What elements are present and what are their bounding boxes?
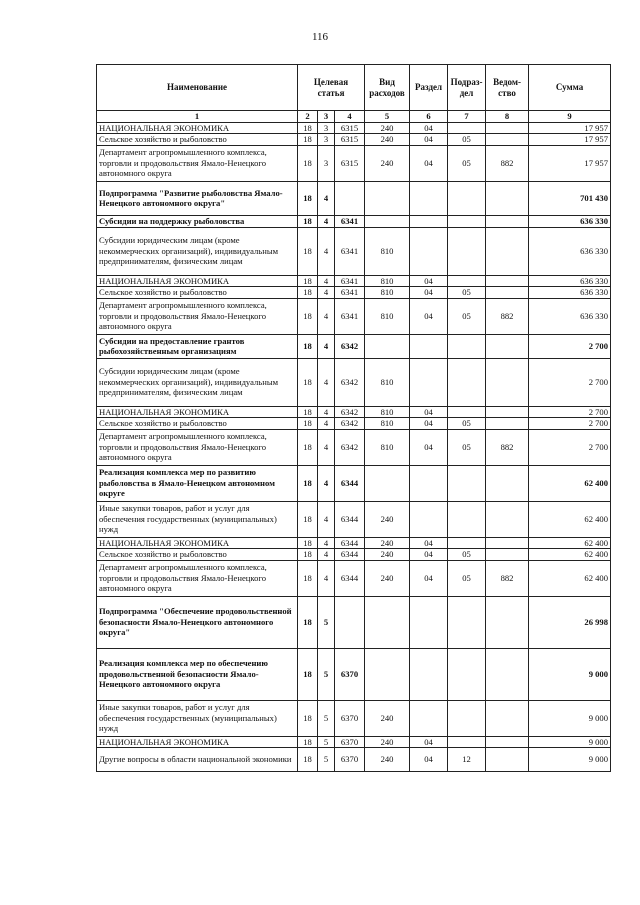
target-article-code: 6342 xyxy=(335,358,365,406)
row-name: Сельское хозяйство и рыболовство xyxy=(97,418,298,430)
sum: 9 000 xyxy=(529,700,611,736)
subsection: 05 xyxy=(448,298,486,334)
header-sum: Сумма xyxy=(529,65,611,111)
target-article-subprogram: 4 xyxy=(318,537,335,549)
table-row xyxy=(97,227,611,275)
row-name: Субсидии на предоставление грантов рыбохозяйственным организациям xyxy=(97,334,298,358)
target-article-code: 6370 xyxy=(335,700,365,736)
sum: 17 957 xyxy=(529,122,611,134)
target-article-code: 6341 xyxy=(335,298,365,334)
sum: 26 998 xyxy=(529,596,611,648)
target-article-subprogram: 5 xyxy=(318,648,335,700)
subsection xyxy=(448,700,486,736)
section xyxy=(410,227,448,275)
target-article-code: 6342 xyxy=(335,418,365,430)
sum: 62 400 xyxy=(529,560,611,596)
expense-type: 240 xyxy=(365,560,410,596)
subsection xyxy=(448,648,486,700)
expense-type: 810 xyxy=(365,406,410,418)
target-article-program: 18 xyxy=(298,465,318,501)
target-article-subprogram: 4 xyxy=(318,334,335,358)
expense-type: 810 xyxy=(365,298,410,334)
table-row xyxy=(97,700,611,736)
department-code xyxy=(486,700,529,736)
row-name: Сельское хозяйство и рыболовство xyxy=(97,134,298,146)
department-code xyxy=(486,501,529,537)
department-code xyxy=(486,334,529,358)
row-name: НАЦИОНАЛЬНАЯ ЭКОНОМИКА xyxy=(97,736,298,748)
expense-type: 810 xyxy=(365,227,410,275)
target-article-program: 18 xyxy=(298,406,318,418)
sum: 2 700 xyxy=(529,418,611,430)
row-name: Департамент агропромышленного комплекса, торговли и продовольствия Ямало-Ненецкого автономного округа xyxy=(97,560,298,596)
row-name: Иные закупки товаров, работ и услуг для обеспечения государственных (муниципальных) нужд xyxy=(97,700,298,736)
target-article-program: 18 xyxy=(298,501,318,537)
target-article-subprogram: 4 xyxy=(318,501,335,537)
row-name: Департамент агропромышленного комплекса, торговли и продовольствия Ямало-Ненецкого автономного округа xyxy=(97,298,298,334)
column-number: 7 xyxy=(448,111,486,123)
department-code xyxy=(486,122,529,134)
target-article-code: 6315 xyxy=(335,134,365,146)
subsection xyxy=(448,181,486,215)
subsection xyxy=(448,122,486,134)
sum: 62 400 xyxy=(529,549,611,561)
target-article-program: 18 xyxy=(298,358,318,406)
sum: 9 000 xyxy=(529,736,611,748)
target-article-code: 6342 xyxy=(335,334,365,358)
row-name: НАЦИОНАЛЬНАЯ ЭКОНОМИКА xyxy=(97,275,298,287)
expense-type: 240 xyxy=(365,501,410,537)
subsection xyxy=(448,736,486,748)
target-article-code: 6341 xyxy=(335,215,365,227)
section: 04 xyxy=(410,429,448,465)
department-code: 882 xyxy=(486,429,529,465)
department-code: 882 xyxy=(486,560,529,596)
subsection: 12 xyxy=(448,748,486,772)
expense-type xyxy=(365,215,410,227)
sum: 9 000 xyxy=(529,648,611,700)
subsection xyxy=(448,501,486,537)
sum: 62 400 xyxy=(529,537,611,549)
header-subsection: Подраз-дел xyxy=(448,65,486,111)
header-expense-type: Вид расходов xyxy=(365,65,410,111)
section xyxy=(410,465,448,501)
row-name: Реализация комплекса мер по развитию рыболовства в Ямало-Ненецком автономном округе xyxy=(97,465,298,501)
column-number: 4 xyxy=(335,111,365,123)
target-article-program: 18 xyxy=(298,748,318,772)
department-code: 882 xyxy=(486,145,529,181)
target-article-program: 18 xyxy=(298,560,318,596)
subsection: 05 xyxy=(448,429,486,465)
section: 04 xyxy=(410,560,448,596)
department-code xyxy=(486,596,529,648)
department-code xyxy=(486,275,529,287)
subsection: 05 xyxy=(448,418,486,430)
expense-type: 240 xyxy=(365,748,410,772)
target-article-code: 6344 xyxy=(335,560,365,596)
target-article-program: 18 xyxy=(298,418,318,430)
header-section: Раздел xyxy=(410,65,448,111)
target-article-subprogram: 4 xyxy=(318,358,335,406)
column-number: 1 xyxy=(97,111,298,123)
section: 04 xyxy=(410,145,448,181)
target-article-program: 18 xyxy=(298,596,318,648)
sum: 636 330 xyxy=(529,227,611,275)
expense-type: 810 xyxy=(365,418,410,430)
subsection xyxy=(448,334,486,358)
sum: 636 330 xyxy=(529,287,611,299)
target-article-subprogram: 3 xyxy=(318,145,335,181)
target-article-subprogram: 4 xyxy=(318,549,335,561)
table-row xyxy=(97,418,611,430)
column-number: 6 xyxy=(410,111,448,123)
target-article-program: 18 xyxy=(298,181,318,215)
target-article-subprogram: 4 xyxy=(318,181,335,215)
table-row xyxy=(97,537,611,549)
expense-type: 240 xyxy=(365,134,410,146)
row-name: Департамент агропромышленного комплекса, торговли и продовольствия Ямало-Ненецкого автономного округа xyxy=(97,145,298,181)
target-article-program: 18 xyxy=(298,145,318,181)
table-row xyxy=(97,596,611,648)
subsection: 05 xyxy=(448,287,486,299)
target-article-subprogram: 3 xyxy=(318,122,335,134)
target-article-subprogram: 4 xyxy=(318,298,335,334)
subsection xyxy=(448,227,486,275)
target-article-subprogram: 4 xyxy=(318,227,335,275)
row-name: НАЦИОНАЛЬНАЯ ЭКОНОМИКА xyxy=(97,537,298,549)
table-row xyxy=(97,215,611,227)
expense-type: 240 xyxy=(365,537,410,549)
target-article-subprogram: 5 xyxy=(318,748,335,772)
target-article-code: 6370 xyxy=(335,736,365,748)
sum: 636 330 xyxy=(529,215,611,227)
expense-type xyxy=(365,334,410,358)
department-code xyxy=(486,406,529,418)
section xyxy=(410,596,448,648)
table-row xyxy=(97,181,611,215)
sum: 2 700 xyxy=(529,358,611,406)
row-name: Субсидии на поддержку рыболовства xyxy=(97,215,298,227)
sum: 636 330 xyxy=(529,298,611,334)
header-name: Наименование xyxy=(97,65,298,111)
section xyxy=(410,700,448,736)
section xyxy=(410,501,448,537)
table-row xyxy=(97,406,611,418)
row-name: Реализация комплекса мер по обеспечению продовольственной безопасности Ямало-Ненецкого автономного округа xyxy=(97,648,298,700)
column-number: 2 xyxy=(298,111,318,123)
department-code xyxy=(486,418,529,430)
section: 04 xyxy=(410,134,448,146)
section: 04 xyxy=(410,122,448,134)
department-code xyxy=(486,465,529,501)
subsection: 05 xyxy=(448,549,486,561)
target-article-subprogram: 5 xyxy=(318,700,335,736)
expense-type: 240 xyxy=(365,145,410,181)
department-code xyxy=(486,748,529,772)
section: 04 xyxy=(410,418,448,430)
column-number: 3 xyxy=(318,111,335,123)
target-article-subprogram: 4 xyxy=(318,406,335,418)
section: 04 xyxy=(410,287,448,299)
target-article-code: 6341 xyxy=(335,275,365,287)
section: 04 xyxy=(410,406,448,418)
expense-type: 240 xyxy=(365,122,410,134)
department-code xyxy=(486,215,529,227)
target-article-subprogram: 3 xyxy=(318,134,335,146)
expense-type: 240 xyxy=(365,700,410,736)
section: 04 xyxy=(410,537,448,549)
table-row xyxy=(97,134,611,146)
target-article-code: 6344 xyxy=(335,501,365,537)
row-name: Другие вопросы в области национальной экономики xyxy=(97,748,298,772)
subsection xyxy=(448,537,486,549)
department-code xyxy=(486,648,529,700)
table-row xyxy=(97,358,611,406)
sum: 17 957 xyxy=(529,134,611,146)
department-code xyxy=(486,358,529,406)
column-number: 9 xyxy=(529,111,611,123)
target-article-program: 18 xyxy=(298,648,318,700)
target-article-subprogram: 4 xyxy=(318,275,335,287)
table-row xyxy=(97,648,611,700)
target-article-program: 18 xyxy=(298,429,318,465)
header-row xyxy=(97,65,611,111)
target-article-code: 6344 xyxy=(335,549,365,561)
target-article-subprogram: 5 xyxy=(318,736,335,748)
sum: 9 000 xyxy=(529,748,611,772)
target-article-code xyxy=(335,596,365,648)
table-row xyxy=(97,549,611,561)
target-article-program: 18 xyxy=(298,134,318,146)
row-name: НАЦИОНАЛЬНАЯ ЭКОНОМИКА xyxy=(97,122,298,134)
target-article-code: 6341 xyxy=(335,227,365,275)
department-code xyxy=(486,134,529,146)
department-code xyxy=(486,537,529,549)
subsection xyxy=(448,465,486,501)
table-row xyxy=(97,287,611,299)
sum: 2 700 xyxy=(529,334,611,358)
table-row xyxy=(97,465,611,501)
section: 04 xyxy=(410,275,448,287)
target-article-code xyxy=(335,181,365,215)
expense-type xyxy=(365,596,410,648)
target-article-code: 6342 xyxy=(335,406,365,418)
sum: 2 700 xyxy=(529,406,611,418)
subsection: 05 xyxy=(448,145,486,181)
subsection: 05 xyxy=(448,134,486,146)
target-article-code: 6341 xyxy=(335,287,365,299)
row-name: НАЦИОНАЛЬНАЯ ЭКОНОМИКА xyxy=(97,406,298,418)
department-code xyxy=(486,736,529,748)
table-row xyxy=(97,501,611,537)
header-department: Ведом-ство xyxy=(486,65,529,111)
target-article-program: 18 xyxy=(298,549,318,561)
sum: 2 700 xyxy=(529,429,611,465)
row-name: Подпрограмма "Развитие рыболовства Ямало-Ненецкого автономного округа" xyxy=(97,181,298,215)
target-article-code: 6342 xyxy=(335,429,365,465)
subsection: 05 xyxy=(448,560,486,596)
target-article-subprogram: 5 xyxy=(318,596,335,648)
target-article-program: 18 xyxy=(298,736,318,748)
section xyxy=(410,215,448,227)
expense-type: 810 xyxy=(365,275,410,287)
target-article-subprogram: 4 xyxy=(318,215,335,227)
target-article-subprogram: 4 xyxy=(318,429,335,465)
target-article-program: 18 xyxy=(298,275,318,287)
target-article-code: 6370 xyxy=(335,748,365,772)
target-article-program: 18 xyxy=(298,298,318,334)
sum: 62 400 xyxy=(529,465,611,501)
table-row xyxy=(97,334,611,358)
column-number: 8 xyxy=(486,111,529,123)
section: 04 xyxy=(410,298,448,334)
subsection xyxy=(448,596,486,648)
header-target-article: Целевая статья xyxy=(298,65,365,111)
target-article-code: 6315 xyxy=(335,122,365,134)
sum: 17 957 xyxy=(529,145,611,181)
table-row xyxy=(97,748,611,772)
column-number-row xyxy=(97,111,611,123)
expense-type xyxy=(365,648,410,700)
target-article-code: 6344 xyxy=(335,537,365,549)
target-article-subprogram: 4 xyxy=(318,465,335,501)
expense-type xyxy=(365,465,410,501)
expense-type: 810 xyxy=(365,287,410,299)
department-code xyxy=(486,227,529,275)
section: 04 xyxy=(410,736,448,748)
expense-type: 240 xyxy=(365,736,410,748)
expense-type: 810 xyxy=(365,358,410,406)
target-article-program: 18 xyxy=(298,287,318,299)
target-article-subprogram: 4 xyxy=(318,287,335,299)
page-number: 116 xyxy=(311,31,329,43)
department-code xyxy=(486,287,529,299)
target-article-subprogram: 4 xyxy=(318,418,335,430)
target-article-subprogram: 4 xyxy=(318,560,335,596)
row-name: Сельское хозяйство и рыболовство xyxy=(97,287,298,299)
sum: 701 430 xyxy=(529,181,611,215)
target-article-program: 18 xyxy=(298,537,318,549)
section: 04 xyxy=(410,748,448,772)
section xyxy=(410,648,448,700)
section: 04 xyxy=(410,549,448,561)
table-row xyxy=(97,298,611,334)
row-name: Иные закупки товаров, работ и услуг для обеспечения государственных (муниципальных) нужд xyxy=(97,501,298,537)
row-name: Субсидии юридическим лицам (кроме некоммерческих организаций), индивидуальным предпринимателям, физическим лицам xyxy=(97,358,298,406)
table-row xyxy=(97,429,611,465)
target-article-program: 18 xyxy=(298,215,318,227)
target-article-program: 18 xyxy=(298,700,318,736)
subsection xyxy=(448,275,486,287)
table-row xyxy=(97,560,611,596)
row-name: Подпрограмма "Обеспечение продовольственной безопасности Ямало-Ненецкого автономного округа" xyxy=(97,596,298,648)
target-article-program: 18 xyxy=(298,227,318,275)
department-code xyxy=(486,181,529,215)
expense-type: 810 xyxy=(365,429,410,465)
row-name: Сельское хозяйство и рыболовство xyxy=(97,549,298,561)
target-article-code: 6315 xyxy=(335,145,365,181)
target-article-program: 18 xyxy=(298,334,318,358)
department-code: 882 xyxy=(486,298,529,334)
table-body xyxy=(97,122,611,772)
table-row xyxy=(97,122,611,134)
section xyxy=(410,358,448,406)
sum: 636 330 xyxy=(529,275,611,287)
budget-table xyxy=(96,64,611,772)
row-name: Субсидии юридическим лицам (кроме некоммерческих организаций), индивидуальным предпринимателям, физическим лицам xyxy=(97,227,298,275)
target-article-program: 18 xyxy=(298,122,318,134)
subsection xyxy=(448,406,486,418)
subsection xyxy=(448,358,486,406)
section xyxy=(410,181,448,215)
sum: 62 400 xyxy=(529,501,611,537)
department-code xyxy=(486,549,529,561)
column-number: 5 xyxy=(365,111,410,123)
section xyxy=(410,334,448,358)
target-article-code: 6370 xyxy=(335,648,365,700)
table-row xyxy=(97,275,611,287)
expense-type: 240 xyxy=(365,549,410,561)
table-row xyxy=(97,736,611,748)
table-row xyxy=(97,145,611,181)
expense-type xyxy=(365,181,410,215)
row-name: Департамент агропромышленного комплекса, торговли и продовольствия Ямало-Ненецкого автономного округа xyxy=(97,429,298,465)
subsection xyxy=(448,215,486,227)
target-article-code: 6344 xyxy=(335,465,365,501)
